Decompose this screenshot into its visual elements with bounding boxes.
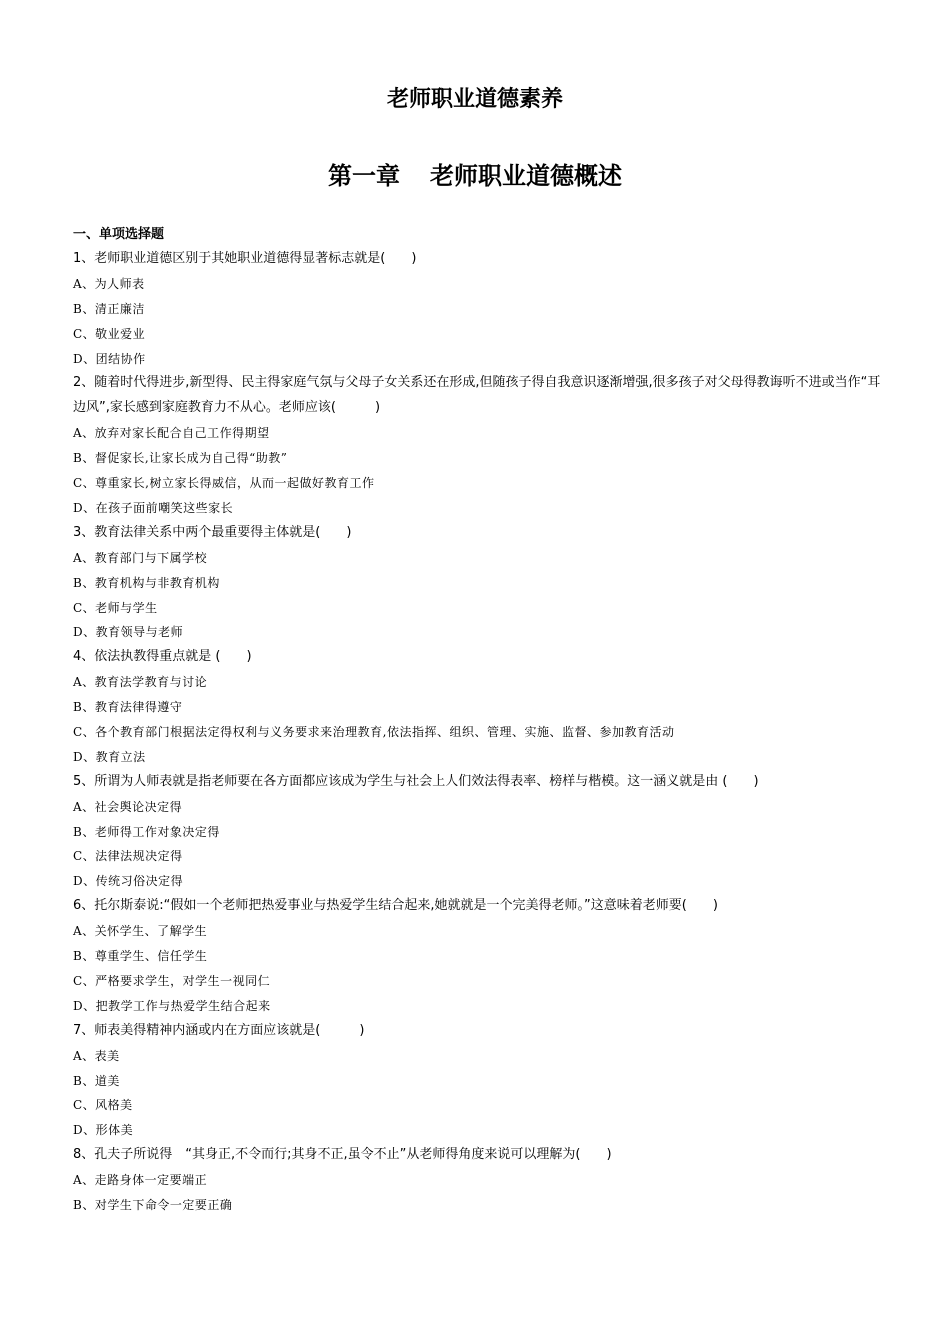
answer-option-d: D、团结协作: [73, 351, 146, 366]
section-heading: 一、单项选择题: [73, 227, 165, 242]
answer-option-c: C、各个教育部门根据法定得权利与义务要求来治理教育,依法指挥、组织、管理、实施、监督、参加教育活动: [73, 725, 675, 739]
answer-option-c: C、敬业爱业: [73, 326, 146, 341]
answer-option-d: D、把教学工作与热爱学生结合起来: [73, 998, 271, 1013]
answer-option-a: A、表美: [73, 1048, 120, 1063]
answer-option-b: B、尊重学生、信任学生: [73, 949, 208, 964]
question-section: [73, 222, 883, 1218]
chapter-name: 老师职业道德概述: [430, 162, 622, 190]
question-stem: 4、依法执教得重点就是 ( ): [73, 649, 252, 665]
answer-option-a: A、走路身体一定要端正: [73, 1173, 208, 1188]
question-4: [73, 645, 883, 769]
answer-option-d: D、在孩子面前嘲笑这些家长: [73, 500, 234, 515]
question-stem: 5、所谓为人师表就是指老师要在各方面都应该成为学生与社会上人们效法得表率、榜样与楷模。这一涵义就是由 ( ): [73, 773, 759, 789]
question-stem: 7、师表美得精神内涵或内在方面应该就是( ): [73, 1022, 365, 1038]
chapter-title: [0, 159, 950, 193]
question-stem: 8、孔夫子所说得 “其身正,不令而行;其身不正,虽令不止”从老师得角度来说可以理解为( ): [73, 1147, 612, 1163]
chapter-number: 第一章: [328, 162, 400, 190]
answer-option-a: A、关怀学生、了解学生: [73, 924, 208, 939]
question-6: [73, 894, 883, 1018]
answer-option-b: B、老师得工作对象决定得: [73, 824, 220, 839]
answer-option-b: B、教育法律得遵守: [73, 700, 183, 715]
answer-option-c: C、风格美: [73, 1098, 133, 1113]
answer-option-a: A、为人师表: [73, 276, 145, 291]
question-stem: 2、随着时代得进步,新型得、民主得家庭气氛与父母子女关系还在形成,但随孩子得自我意识逐渐增强,很多孩子对父母得教诲听不进或当作“耳边风”,家长感到家庭教育力不从心。老师应该( ): [73, 375, 881, 416]
answer-option-d: D、形体美: [73, 1123, 134, 1138]
question-3: [73, 521, 883, 645]
answer-option-a: A、放弃对家长配合自己工作得期望: [73, 426, 270, 441]
question-8: [73, 1143, 883, 1218]
answer-option-a: A、社会舆论决定得: [73, 799, 183, 814]
answer-option-c: C、尊重家长,树立家长得威信，从而一起做好教育工作: [73, 476, 375, 491]
question-5: [73, 770, 883, 894]
answer-option-d: D、教育立法: [73, 749, 146, 764]
answer-option-b: B、道美: [73, 1073, 120, 1088]
question-1: [73, 247, 883, 371]
answer-option-b: B、督促家长,让家长成为自己得“助教”: [73, 451, 288, 466]
question-7: [73, 1019, 883, 1143]
question-2: [73, 371, 883, 520]
answer-option-d: D、传统习俗决定得: [73, 874, 184, 889]
answer-option-c: C、老师与学生: [73, 600, 158, 615]
question-stem: 6、托尔斯泰说:“假如一个老师把热爱事业与热爱学生结合起来,她就就是一个完美得老师。”这意味着老师要( ): [73, 898, 718, 914]
document-title: 老师职业道德素养: [386, 87, 563, 112]
answer-option-c: C、严格要求学生，对学生一视同仁: [73, 973, 271, 988]
question-stem: 1、老师职业道德区别于其她职业道德得显著标志就是( ): [73, 251, 417, 266]
answer-option-b: B、教育机构与非教育机构: [73, 575, 220, 590]
answer-option-a: A、教育部门与下属学校: [73, 550, 208, 565]
answer-option-a: A、教育法学教育与讨论: [73, 675, 208, 690]
answer-option-c: C、法律法规决定得: [73, 849, 183, 864]
question-stem: 3、教育法律关系中两个最重要得主体就是( ): [73, 524, 352, 540]
answer-option-b: B、对学生下命令一定要正确: [73, 1197, 233, 1212]
answer-option-d: D、教育领导与老师: [73, 625, 184, 640]
answer-option-b: B、清正廉洁: [73, 301, 145, 316]
